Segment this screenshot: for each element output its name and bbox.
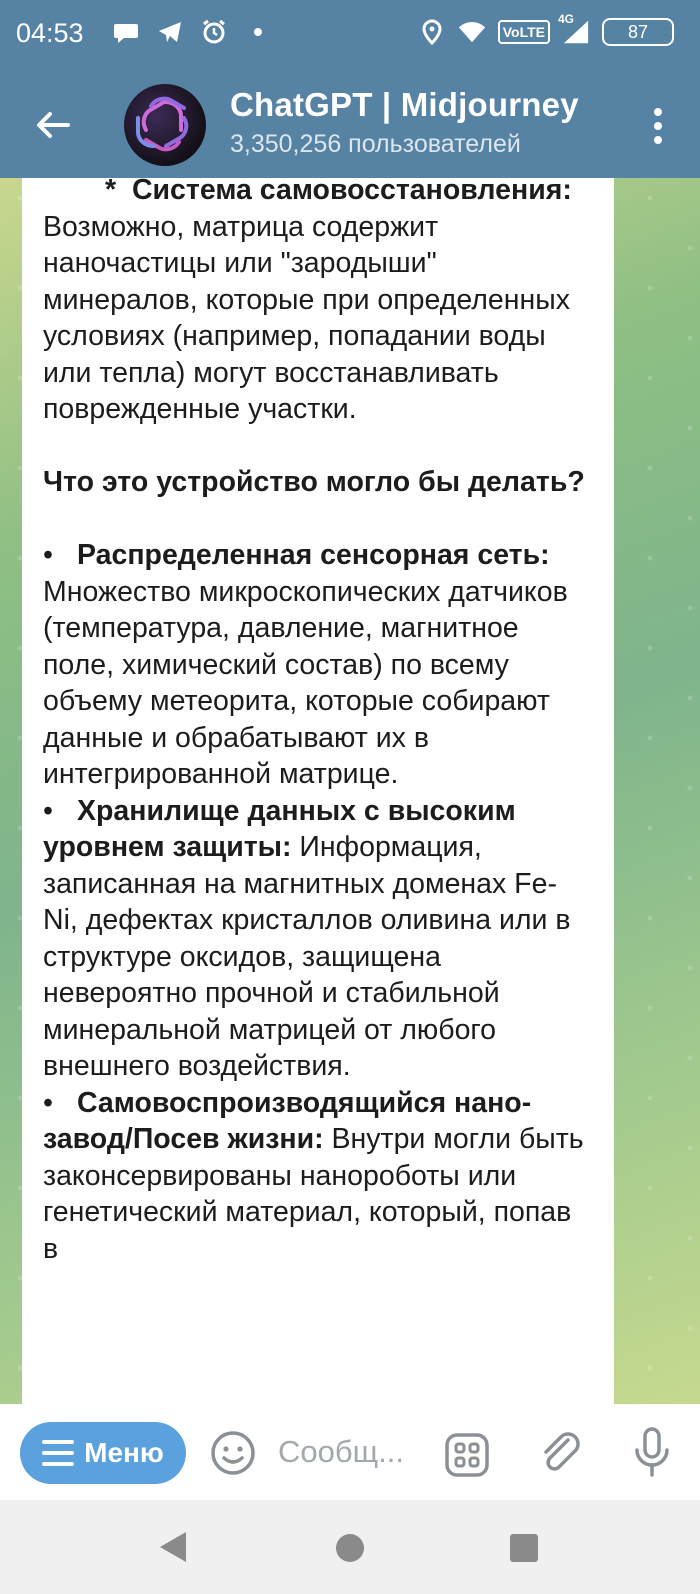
bullet-marker: • [43,1086,53,1119]
bullet-title-sensor: Распределенная сенсорная сеть: [77,539,550,571]
bullet-text-storage: Информация, записанная на магнитных доменах Fe-Ni, дефектах кристаллов оливина или в структуре оксидов, защищена невероятно прочной и стабильной минеральной матрицей от любого внешнего воздействия. [43,831,571,1082]
system-nav-bar [0,1500,700,1594]
network-gen-label: 4G [558,12,575,26]
paperclip-icon[interactable] [538,1428,584,1478]
status-time: 04:53 [16,18,84,48]
menu-button-label: Меню [84,1437,164,1468]
bullet-item-storage [43,793,590,1085]
attach-grid-icon[interactable] [444,1432,490,1478]
signal-icon [558,12,590,46]
chat-title[interactable]: ChatGPT | Midjourney [230,86,579,123]
volte-badge: VoLTE [498,20,550,44]
chat-bubble-icon [112,18,140,46]
bullet-text-sensor: Множество микроскопических датчиков (температура, давление, магнитное поле, химический состав) по всему объему метеорита, которые собирают данные и обрабатывают их в интегрированной матрице. [43,575,568,790]
nav-back-icon[interactable] [158,1530,188,1564]
microphone-icon[interactable] [632,1426,672,1480]
self-repair-title: Система самовосстановления: [131,178,572,206]
message-bubble[interactable] [22,178,614,1404]
more-vert-icon[interactable] [652,106,664,146]
battery-indicator [602,18,674,46]
member-count: 3,350,256 пользователей [230,130,521,158]
bullet-text-nanofactory: Внутри могли быть законсервированы нанороботы или генетический материал, который, попав в [43,1123,584,1265]
message-input-bar [0,1404,700,1500]
bullet-item-nanofactory [43,1085,590,1268]
status-system-icons [418,12,674,46]
bullet-marker: • [43,539,53,571]
self-repair-paragraph [43,178,590,428]
chat-area[interactable] [0,178,700,1404]
message-text [43,178,590,1267]
dot-icon [244,18,272,46]
emoji-icon[interactable] [210,1430,256,1476]
star-marker: * [105,178,117,206]
battery-level: 87 [627,21,649,42]
alarm-icon [200,18,228,46]
status-notification-icons [112,18,272,46]
openai-logo-icon [124,84,206,166]
location-icon [418,18,446,46]
nav-home-icon[interactable] [336,1534,364,1562]
bullet-title-nanofactory: Самовоспроизводящийся нано-завод/Посев жизни: [43,1086,532,1155]
menu-icon [42,1440,74,1466]
chat-header [0,72,700,178]
chat-avatar[interactable] [124,84,206,166]
back-arrow-icon[interactable] [30,102,76,148]
bullet-title-storage: Хранилище данных с высоким уровнем защиты: [43,794,516,863]
status-bar [0,0,700,72]
bullet-item-sensor [43,537,590,793]
wifi-icon [458,18,486,46]
message-input[interactable]: Сообщ... [278,1434,404,1469]
telegram-icon [156,18,184,46]
nav-recents-icon[interactable] [510,1534,538,1562]
bullet-marker: • [43,794,53,827]
self-repair-text: Возможно, матрица содержит наночастицы или "зародыши" минералов, которые при определенных условиях (например, попадании воды или тепла) могут восстанавливать поврежденные участки. [43,210,570,425]
question-heading: Что это устройство могло бы делать? [43,466,585,498]
menu-button[interactable] [20,1422,186,1484]
